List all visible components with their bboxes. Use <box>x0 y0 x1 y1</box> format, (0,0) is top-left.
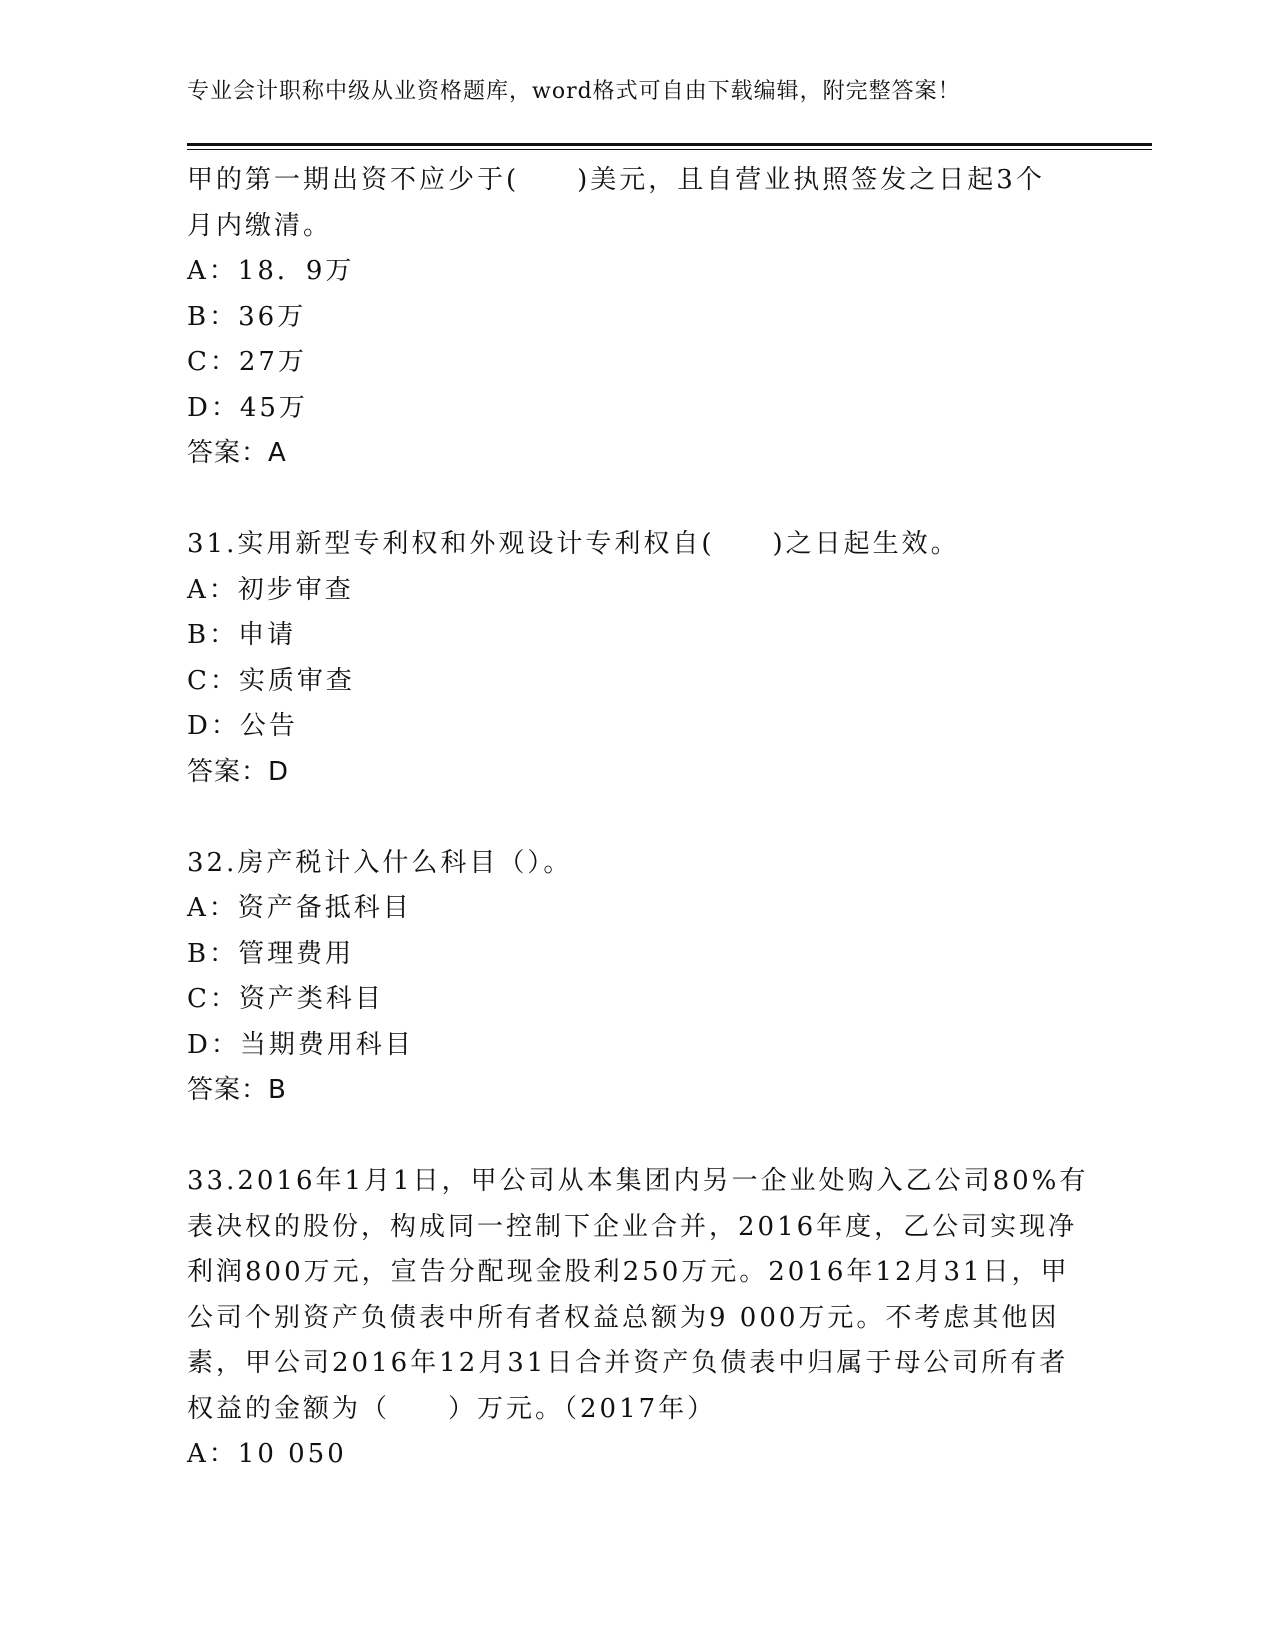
option-a: A：18．9万 <box>187 256 355 286</box>
question-stem-line: 表决权的股份，构成同一控制下企业合并，2016年度，乙公司实现净 <box>187 1211 1078 1242</box>
question-content <box>187 158 1087 1478</box>
option-b: B：管理费用 <box>187 938 355 969</box>
question-33 <box>187 1159 1087 1478</box>
header-divider-thick <box>187 143 1152 146</box>
option-d: D：当期费用科目 <box>187 1029 414 1060</box>
question-stem-line: 利润800万元，宣告分配现金股利250万元。2016年12月31日，甲 <box>187 1257 1070 1287</box>
question-stem-line: 月内缴清。 <box>187 210 333 241</box>
option-c: C：27万 <box>187 347 307 377</box>
answer-line: 答案：A <box>187 438 287 468</box>
header-divider-thin <box>187 149 1152 150</box>
page-header-title: 专业会计职称中级从业资格题库，word格式可自由下载编辑，附完整答案！ <box>187 79 961 104</box>
option-b: B：36万 <box>187 301 307 332</box>
question-31 <box>187 522 1087 795</box>
question-stem-line: 31.实用新型专利权和外观设计专利权自( )之日起生效。 <box>187 529 960 559</box>
answer-line: 答案：B <box>187 1075 287 1105</box>
option-b: B：申请 <box>187 620 297 650</box>
option-d: D：公告 <box>187 711 298 741</box>
option-a: A：10 050 <box>187 1439 347 1469</box>
option-c: C：资产类科目 <box>187 984 384 1014</box>
answer-line: 答案：D <box>187 756 290 787</box>
question-30 <box>187 158 1087 477</box>
option-d: D：45万 <box>187 392 308 423</box>
question-stem-line: 32.房产税计入什么科目（）。 <box>187 847 573 878</box>
question-stem-line: 权益的金额为（ ）万元。（2017年） <box>187 1393 717 1424</box>
question-stem-line: 33.2016年1月1日，甲公司从本集团内另一企业处购入乙公司80%有 <box>187 1166 1089 1196</box>
option-a: A：初步审查 <box>187 574 354 605</box>
question-stem-line: 公司个别资产负债表中所有者权益总额为9 000万元。不考虑其他因 <box>187 1302 1060 1333</box>
question-32 <box>187 841 1087 1114</box>
option-a: A：资产备抵科目 <box>187 893 412 923</box>
question-stem-line: 甲的第一期出资不应少于( )美元，且自营业执照签发之日起3个 <box>187 165 1045 195</box>
question-stem-line: 素，甲公司2016年12月31日合并资产负债表中归属于母公司所有者 <box>187 1348 1069 1378</box>
option-c: C：实质审查 <box>187 665 355 696</box>
